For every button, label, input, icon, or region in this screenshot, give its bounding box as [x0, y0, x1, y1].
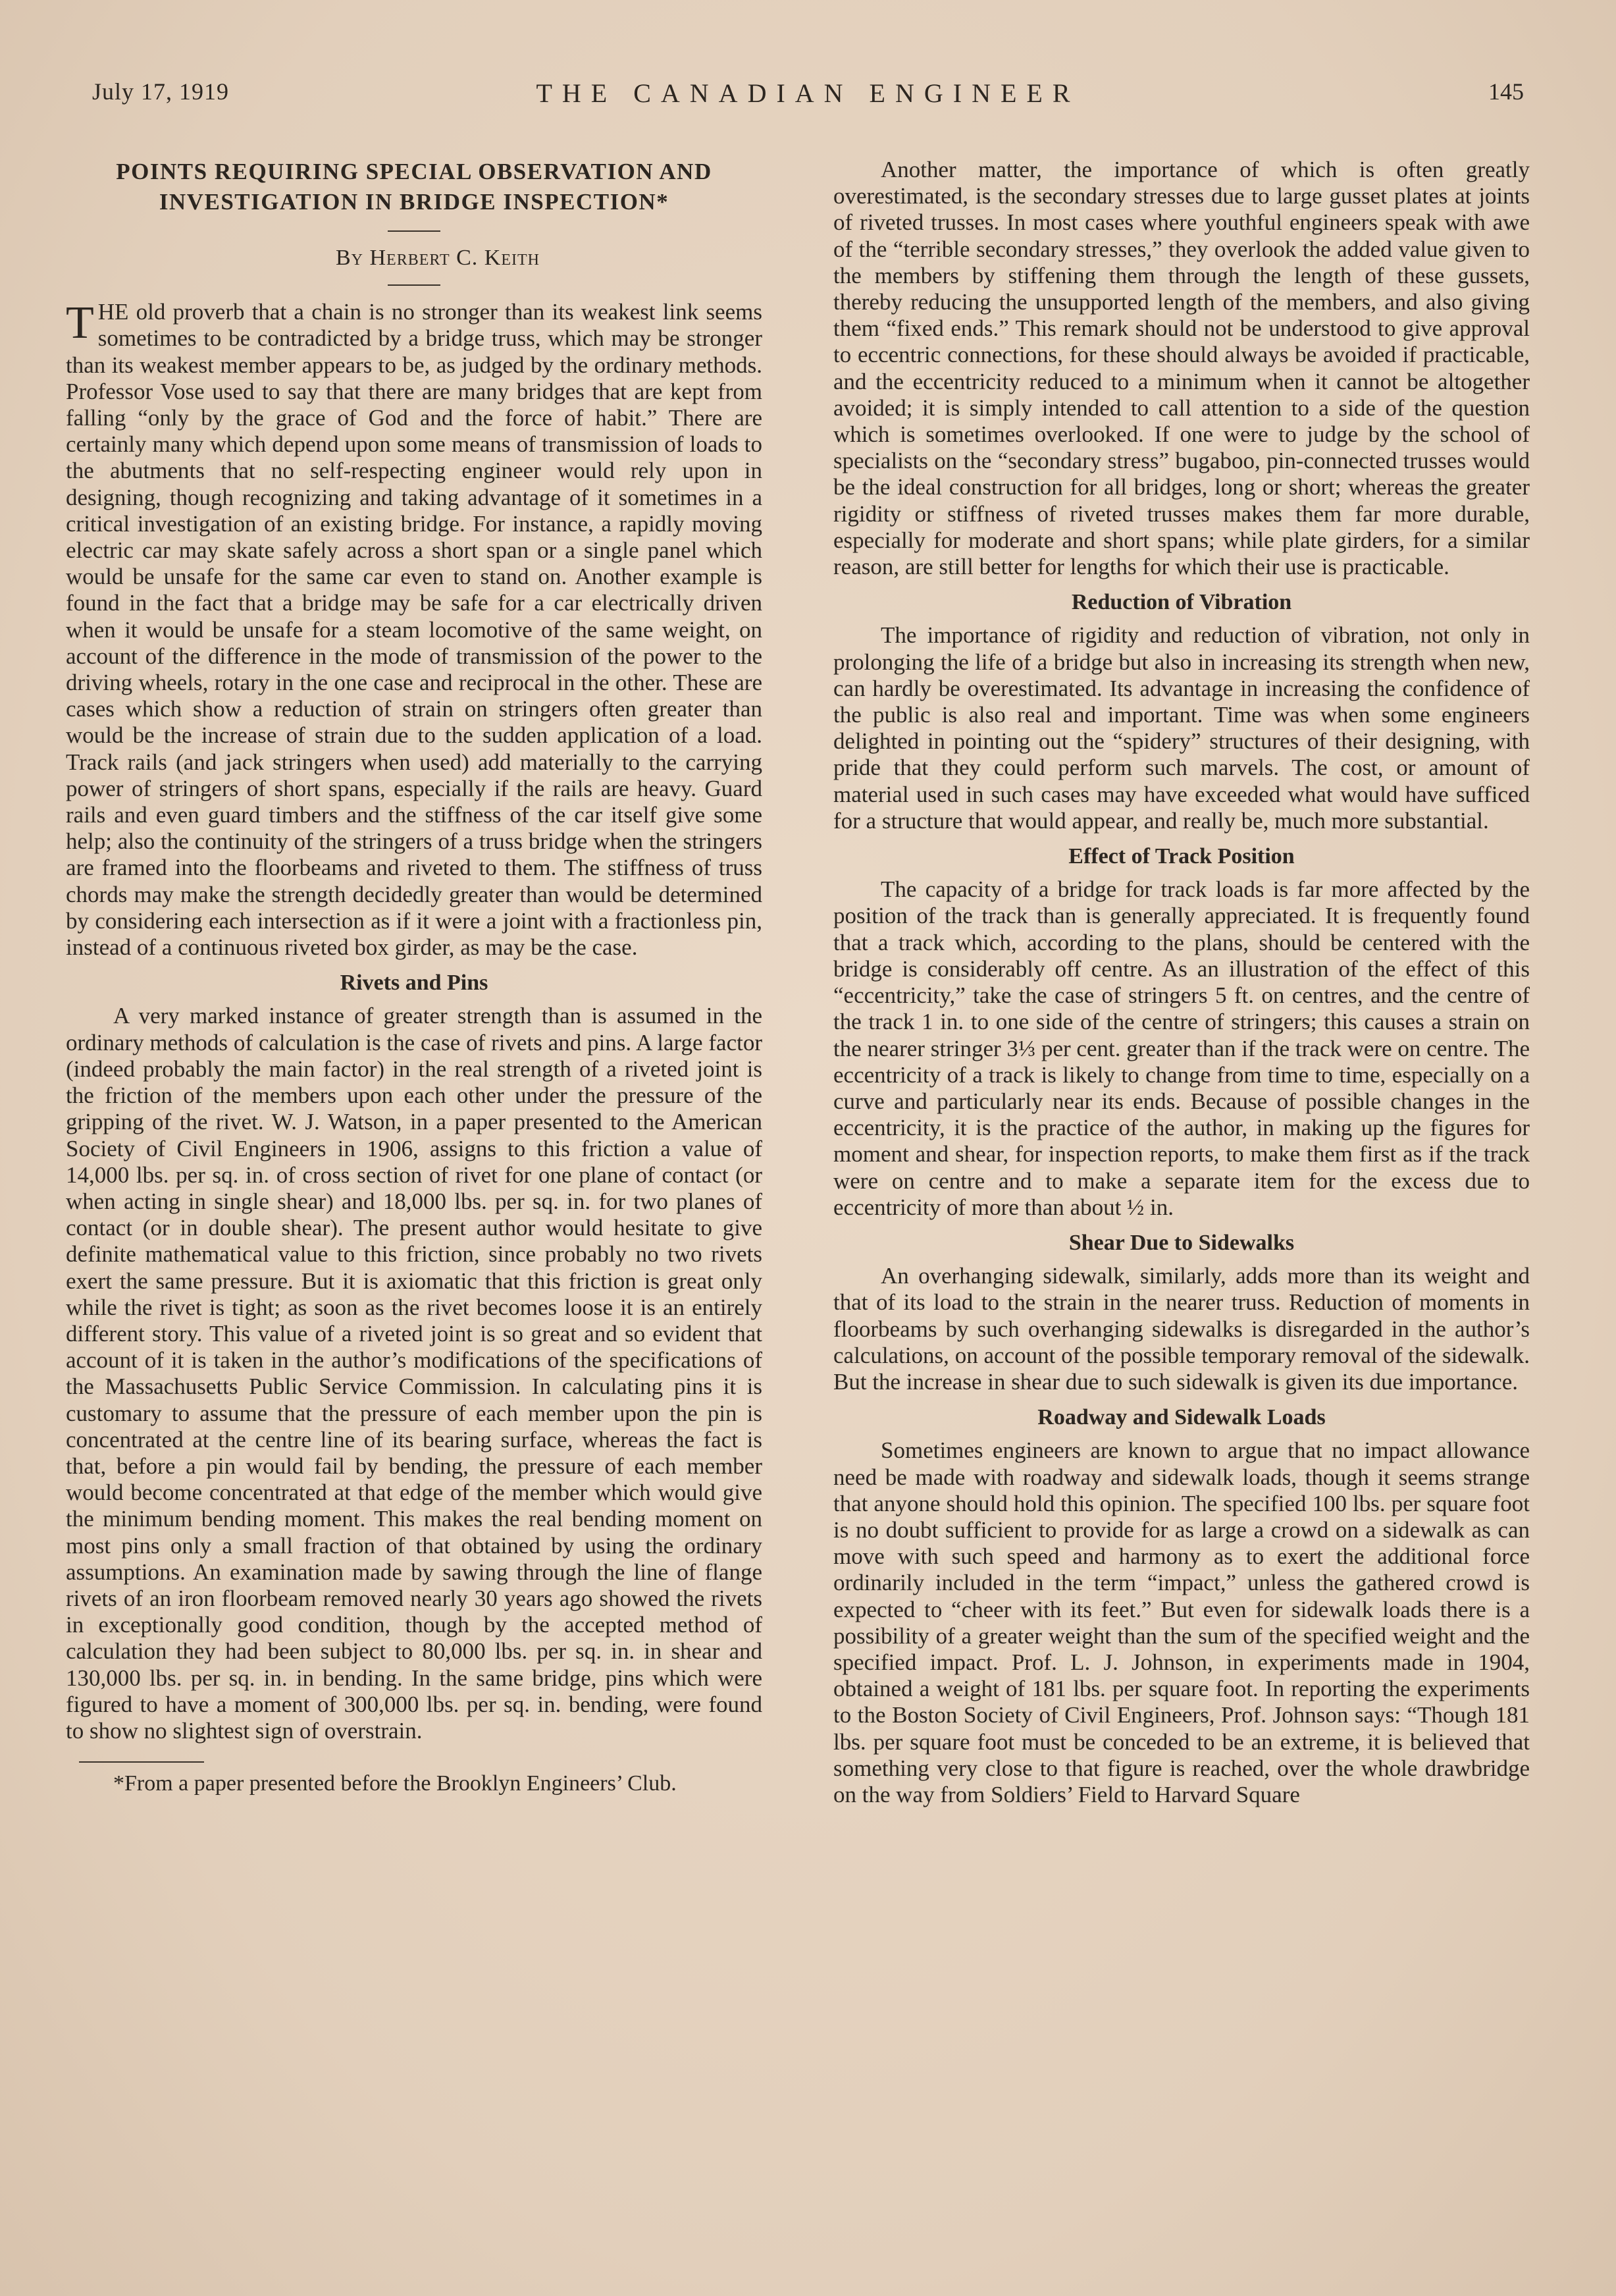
track-position-paragraph: The capacity of a bridge for track loads is far more affected by the position of the track than is generally appreciated. It is frequently found that a track which, according to the plans, should be centered with the bridge is considerably off centre. As an illustration of the effect of this “eccentricity,” take the case of stringers 5 ft. on centres, and the centre of the track 1 in. to one side of the centre of stringers; this causes a strain on the nearer stringer 3⅓ per cent. greater than if the track were on centre. The eccentricity of a track is likely to change from time to time, especially on a curve and particularly near its ends. Because of possible changes in the eccentricity, it is the practice of the author, in making up the figures for moment and shear, for inspection reports, to make them first as if the track were on centre and to make a separate item for the excess due to eccentricity of more than about ½ in.	[833, 876, 1530, 1220]
heading-rivets-and-pins: Rivets and Pins	[340, 971, 488, 996]
shear-paragraph: An overhanging sidewalk, similarly, adds more than its weight and that of its load to the strain in the nearer truss. Reduction of moments in floorbeams by such overhanging sidewalks is disregarded in the author’s calculations, on account of the possible temporary removal of the sidewalk. But the increase in shear due to such sidewalk is given its due importance.	[833, 1263, 1530, 1395]
byline: By Herbert C. Keith	[335, 246, 540, 270]
heading-effect-of-track-position: Effect of Track Position	[1068, 844, 1295, 869]
running-header	[92, 78, 1524, 117]
left-column	[66, 157, 762, 1797]
drop-cap: T	[66, 298, 94, 349]
intro-text: HE old proverb that a chain is no stronger than its weakest link seems sometimes to be contradicted by a bridge truss, which may be stronger than its weakest member appears to be, as judged by the ordinary methods. Professor Vose used to say that there are many bridges that are kept from falling “only by the grace of God and the force of habit.” There are certainly many which depend upon some means of transmission of loads to the abutments that no self-respecting engineer would rely upon in designing, though recognizing and taking advantage of it sometimes in a critical investigation of an existing bridge. For instance, a rapidly moving electric car may skate safely across a short span or a single panel which would be unsafe for the same car even to stand on. Another example is found in the fact that a bridge may be safe for a car electrically driven when it would be unsafe for a steam locomotive of the same weight, on account of the difference in the mode of transmission of the power to the driving wheels, rotary in the one case and reciprocal in the other. These are cases which show a reduction of strain on stringers often greater than would be the increase of strain due to the sudden application of a load. Track rails (and jack stringers when used) add materially to the carrying power of stringers of short spans, especially if the rails are heavy. Guard rails and even guard timbers and the stiffness of the car itself give some help; also the continuity of the stringers of a truss bridge when the stringers are framed into the floorbeams and riveted to them. The stiffness of truss chords may make the strength decidedly greater than would be determined by considering each intersection as if it were a joint with a fractionless pin, instead of a continuous riveted box girder, as may be the case.	[66, 299, 762, 961]
title-rule	[388, 230, 440, 232]
footnote-rule	[79, 1761, 204, 1763]
vibration-paragraph: The importance of rigidity and reduction of vibration, not only in prolonging the life of a bridge but also in increasing its strength when new, can hardly be overestimated. Its advantage in increasing the confidence of the public is also real and important. Time was when some engineers delighted in pointing out the “spidery” structures of their designing, with pride that they could perform such marvels. The cost, or amount of material used in such cases may have exceeded what would have sufficed for a structure that would appear, and really be, much more substantial.	[833, 622, 1530, 834]
article-title: POINTS REQUIRING SPECIAL OBSERVATION AND INVESTIGATION IN BRIDGE INSPECTION*	[116, 159, 712, 215]
page-number: 145	[1488, 78, 1524, 105]
secondary-stresses-paragraph: Another matter, the importance of which is often greatly overestimated, is the secondary stresses due to large gusset plates at joints of riveted trusses. In most cases where youthful engineers speak with awe of the “terrible secondary stresses,” they overlook the added value given to the members by stiffening them through the length of these gussets, thereby reducing the unsupported length of the members, and also giving them “fixed ends.” This remark should not be understood to give approval to eccentric connections, for these should always be avoided if practicable, and the eccentricity reduced to a minimum when it cannot be altogether avoided; it is simply intended to call attention to a side of the question which is sometimes overlooked. If one were to judge by the school of specialists on the “secondary stress” bugaboo, pin-connected trusses would be the ideal construction for all bridges, long or short; whereas the greater rigidity or stiffness of riveted trusses makes them far more durable, especially for moderate and short spans; while plate girders, for a similar reason, are still better for lengths for which their use is practicable.	[833, 157, 1530, 580]
intro-paragraph	[66, 299, 762, 961]
heading-shear-due-to-sidewalks: Shear Due to Sidewalks	[1068, 1230, 1295, 1255]
roadway-paragraph: Sometimes engineers are known to argue that no impact allowance need be made with roadway and sidewalk loads, though it seems strange that anyone should hold this opinion. The specified 100 lbs. per square foot is no doubt sufficient to provide for as large a crowd on a sidewalk as can move with such speed and harmony as to exert the additional force ordinarily included in the term “impact,” unless the gathered crowd is expected to “cheer with its feet.” But even for sidewalk loads there is a possibility of a greater weight than the sum of the specified weight and the specified impact. Prof. L. J. Johnson, in experiments made in 1904, obtained a weight of 181 lbs. per square foot. In reporting the experiments to the Boston Society of Civil Engineers, Prof. Johnson says: “Though 181 lbs. per square foot must be conceded to be an extreme, it is believed that something very close to that figure is reached, over the whole drawbridge on the way from Soldiers’ Field to Harvard Square	[833, 1437, 1530, 1807]
right-column	[833, 157, 1530, 1808]
heading-roadway-and-sidewalk-loads: Roadway and Sidewalk Loads	[1037, 1405, 1326, 1430]
heading-reduction-of-vibration: Reduction of Vibration	[1071, 590, 1292, 615]
rivets-paragraph: A very marked instance of greater strength than is assumed in the ordinary methods of calculation is the case of rivets and pins. A large factor (indeed probably the main factor) in the real strength of a riveted joint is the friction of the members upon each other under the pressure of the gripping of the rivet. W. J. Watson, in a paper presented to the American Society of Civil Engineers in 1906, assigns to this friction a value of 14,000 lbs. per sq. in. of cross section of rivet for one plane of contact (or when acting in single shear) and 18,000 lbs. per sq. in. for two planes of contact (or in double shear). The present author would hesitate to give definite mathematical value to this friction, since probably no two rivets exert the same pressure. But it is axiomatic that this friction is great only while the rivet is tight; as soon as the rivet becomes loose it is an entirely different story. This value of a riveted joint is so great and so evident that account of it is taken in the author’s modifications of the specifications of the Massachusetts Public Service Commission. In calculating pins it is customary to assume that the pressure of each member upon the pin is concentrated at the centre line of its bearing surface, whereas the fact is that, before a pin would fail by bending, the pressure of each member would become concentrated at that edge of the member which would give the minimum bending moment. This makes the real bending moment on most pins only a small fraction of that obtained by using the ordinary assumptions. An examination made by sawing through the line of flange rivets of an iron floorbeam removed nearly 30 years ago showed the rivets in exceptionally good condition, though by the accepted method of calculation they had been subject to 80,000 lbs. per sq. in. in shear and 130,000 lbs. per sq. in. in bending. In the same bridge, pins which were figured to have a moment of 300,000 lbs. per sq. in. bending, were found to show no slightest sign of overstrain.	[66, 1003, 762, 1744]
issue-date: July 17, 1919	[92, 78, 230, 105]
byline-rule	[388, 284, 440, 286]
footnote: *From a paper presented before the Brooklyn Engineers’ Club.	[113, 1771, 677, 1796]
publication-title: THE CANADIAN ENGINEER	[536, 78, 1080, 108]
